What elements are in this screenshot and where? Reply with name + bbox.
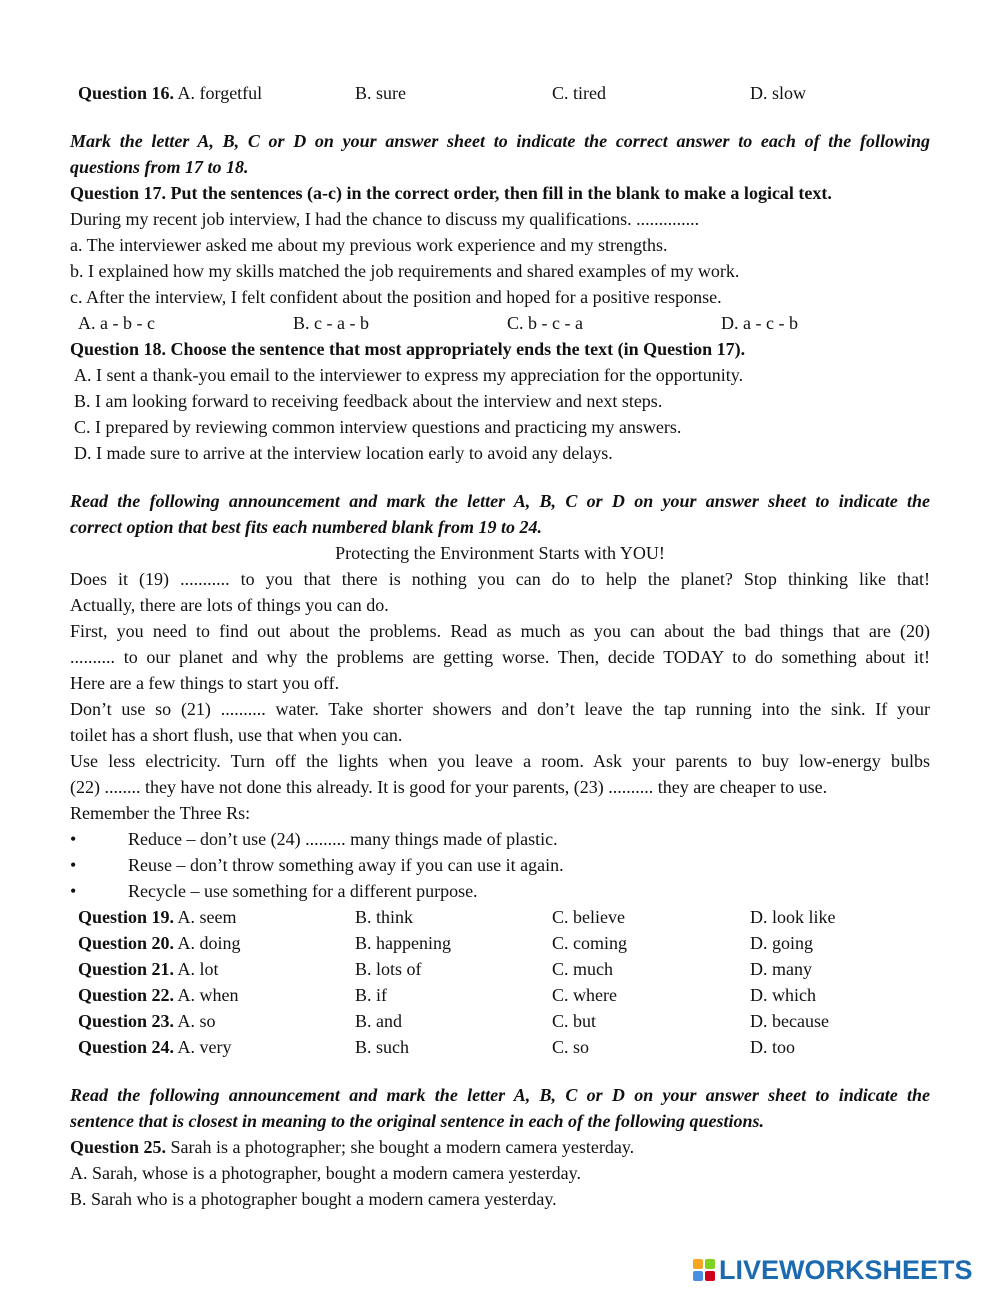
q17-sentence-a: a. The interviewer asked me about my previous work experience and my strengths. — [70, 235, 668, 255]
q25-option-b[interactable]: B. Sarah who is a photographer bought a modern camera yesterday. — [70, 1189, 557, 1209]
question-option-b[interactable]: B. such — [355, 1037, 409, 1057]
q17-option-c[interactable]: C. b - c - a — [507, 313, 583, 333]
question-option-d[interactable]: D. because — [750, 1011, 829, 1031]
q17-intro: During my recent job interview, I had the chance to discuss my qualifications. .............. — [70, 209, 700, 229]
question-label: Question 19. — [78, 907, 175, 927]
logo-square-icon — [693, 1271, 703, 1281]
question-label: Question 22. — [78, 985, 175, 1005]
q25-option-a[interactable]: A. Sarah, whose is a photographer, bought a modern camera yesterday. — [70, 1163, 581, 1183]
q16-option-c[interactable]: C. tired — [552, 83, 606, 103]
bullet-item: Reduce – don’t use (24) ......... many things made of plastic. — [128, 829, 558, 849]
question-option-c[interactable]: C. much — [552, 959, 613, 979]
question-option-a[interactable]: Question 22. A. when — [78, 985, 239, 1005]
section3-instruction-line1: Read the following announcement and mark the letter A, B, C or D on your answer sheet to indicate the — [70, 1085, 930, 1105]
question-option-a[interactable]: Question 20. A. doing — [78, 933, 241, 953]
passage-p2-line2: .......... to our planet and why the problems are getting worse. Then, decide TODAY to do something about it! — [70, 647, 930, 667]
q18-option-d[interactable]: D. I made sure to arrive at the interview location early to avoid any delays. — [74, 443, 613, 463]
passage-p4-line1: Use less electricity. Turn off the lights when you leave a room. Ask your parents to buy low-energy bulbs — [70, 751, 930, 771]
q25-prompt — [70, 1134, 930, 1160]
passage-p4-line2: (22) ........ they have not done this already. It is good for your parents, (23) .......... they are cheaper to use. — [70, 777, 828, 797]
question-option-c[interactable]: C. but — [552, 1011, 597, 1031]
question-option-c[interactable]: C. coming — [552, 933, 627, 953]
bullet-item: Recycle – use something for a different purpose. — [128, 881, 478, 901]
passage-p1-line1: Does it (19) ........... to you that there is nothing you can do to help the planet? Stop thinking like that! — [70, 569, 930, 589]
question-label: Question 23. — [78, 1011, 175, 1031]
q17-option-a[interactable]: A. a - b - c — [78, 313, 155, 333]
q25-label: Question 25. — [70, 1137, 167, 1157]
question-option-a[interactable]: Question 24. A. very — [78, 1037, 232, 1057]
question-option-b[interactable]: B. lots of — [355, 959, 422, 979]
passage-p2-line3: Here are a few things to start you off. — [70, 673, 340, 693]
q16-label: Question 16. — [78, 83, 175, 103]
q17-sentence-b: b. I explained how my skills matched the job requirements and shared examples of my work. — [70, 261, 740, 281]
bullet-marker: • — [70, 855, 77, 875]
passage-p3-line2: toilet has a short flush, use that when you can. — [70, 725, 403, 745]
bullet-marker: • — [70, 881, 77, 901]
question-option-b[interactable]: B. think — [355, 907, 414, 927]
logo-square-icon — [705, 1259, 715, 1269]
passage-title: Protecting the Environment Starts with YOU! — [335, 543, 665, 563]
bullet-marker: • — [70, 829, 77, 849]
section2-instruction-line1: Read the following announcement and mark the letter A, B, C or D on your answer sheet to indicate the — [70, 491, 930, 511]
question-option-a[interactable]: Question 23. A. so — [78, 1011, 216, 1031]
logo-text: LIVEWORKSHEETS — [719, 1254, 973, 1285]
question-option-b[interactable]: B. happening — [355, 933, 451, 953]
q17-sentence-c: c. After the interview, I felt confident about the position and hoped for a positive response. — [70, 287, 722, 307]
q17-prompt: Question 17. Put the sentences (a-c) in the correct order, then fill in the blank to make a logical text. — [70, 183, 832, 203]
q18-prompt: Question 18. Choose the sentence that most appropriately ends the text (in Question 17). — [70, 339, 746, 359]
passage-p3-line1: Don’t use so (21) .......... water. Take shorter showers and don’t leave the tap running into the sink. If your — [70, 699, 930, 719]
passage-p1-line2: Actually, there are lots of things you can do. — [70, 595, 389, 615]
section1-instruction-line1: Mark the letter A, B, C or D on your answer sheet to indicate the correct answer to each of the following — [70, 131, 930, 151]
question-option-b[interactable]: B. if — [355, 985, 388, 1005]
q18-option-c[interactable]: C. I prepared by reviewing common interview questions and practicing my answers. — [74, 417, 682, 437]
q17-option-b[interactable]: B. c - a - b — [293, 313, 369, 333]
section2-instruction-line2: correct option that best fits each numbered blank from 19 to 24. — [70, 517, 543, 537]
question-option-a[interactable]: Question 21. A. lot — [78, 959, 219, 979]
q16-option-d[interactable]: D. slow — [750, 83, 807, 103]
question-option-c[interactable]: C. so — [552, 1037, 590, 1057]
passage-p2-line1: First, you need to find out about the problems. Read as much as you can about the bad things that are (20) — [70, 621, 930, 641]
q18-option-b[interactable]: B. I am looking forward to receiving feedback about the interview and next steps. — [74, 391, 663, 411]
question-option-c[interactable]: C. where — [552, 985, 617, 1005]
question-option-d[interactable]: D. too — [750, 1037, 795, 1057]
question-option-a[interactable]: Question 19. A. seem — [78, 907, 237, 927]
question-option-b[interactable]: B. and — [355, 1011, 402, 1031]
question-option-d[interactable]: D. look like — [750, 907, 836, 927]
question-option-d[interactable]: D. going — [750, 933, 813, 953]
q17-option-d[interactable]: D. a - c - b — [721, 313, 798, 333]
question-label: Question 20. — [78, 933, 175, 953]
question-label: Question 21. — [78, 959, 175, 979]
logo-square-icon — [705, 1271, 715, 1281]
question-option-d[interactable]: D. many — [750, 959, 812, 979]
question-option-d[interactable]: D. which — [750, 985, 816, 1005]
logo-square-icon — [693, 1259, 703, 1269]
bullet-item: Reuse – don’t throw something away if you can use it again. — [128, 855, 564, 875]
liveworksheets-logo-icon — [693, 1259, 715, 1281]
liveworksheets-logo[interactable] — [693, 1254, 973, 1285]
q25-text: Sarah is a photographer; she bought a modern camera yesterday. — [166, 1137, 635, 1157]
passage-p5: Remember the Three Rs: — [70, 803, 251, 823]
question-label: Question 24. — [78, 1037, 175, 1057]
q18-option-a[interactable]: A. I sent a thank-you email to the interviewer to express my appreciation for the opportunity. — [74, 365, 744, 385]
section1-instruction-line2: questions from 17 to 18. — [70, 157, 249, 177]
section3-instruction-line2: sentence that is closest in meaning to the original sentence in each of the following questions. — [70, 1111, 765, 1131]
q16-option-b[interactable]: B. sure — [355, 83, 406, 103]
question-option-c[interactable]: C. believe — [552, 907, 625, 927]
q16-option-a[interactable]: Question 16. A. forgetful — [78, 83, 263, 103]
